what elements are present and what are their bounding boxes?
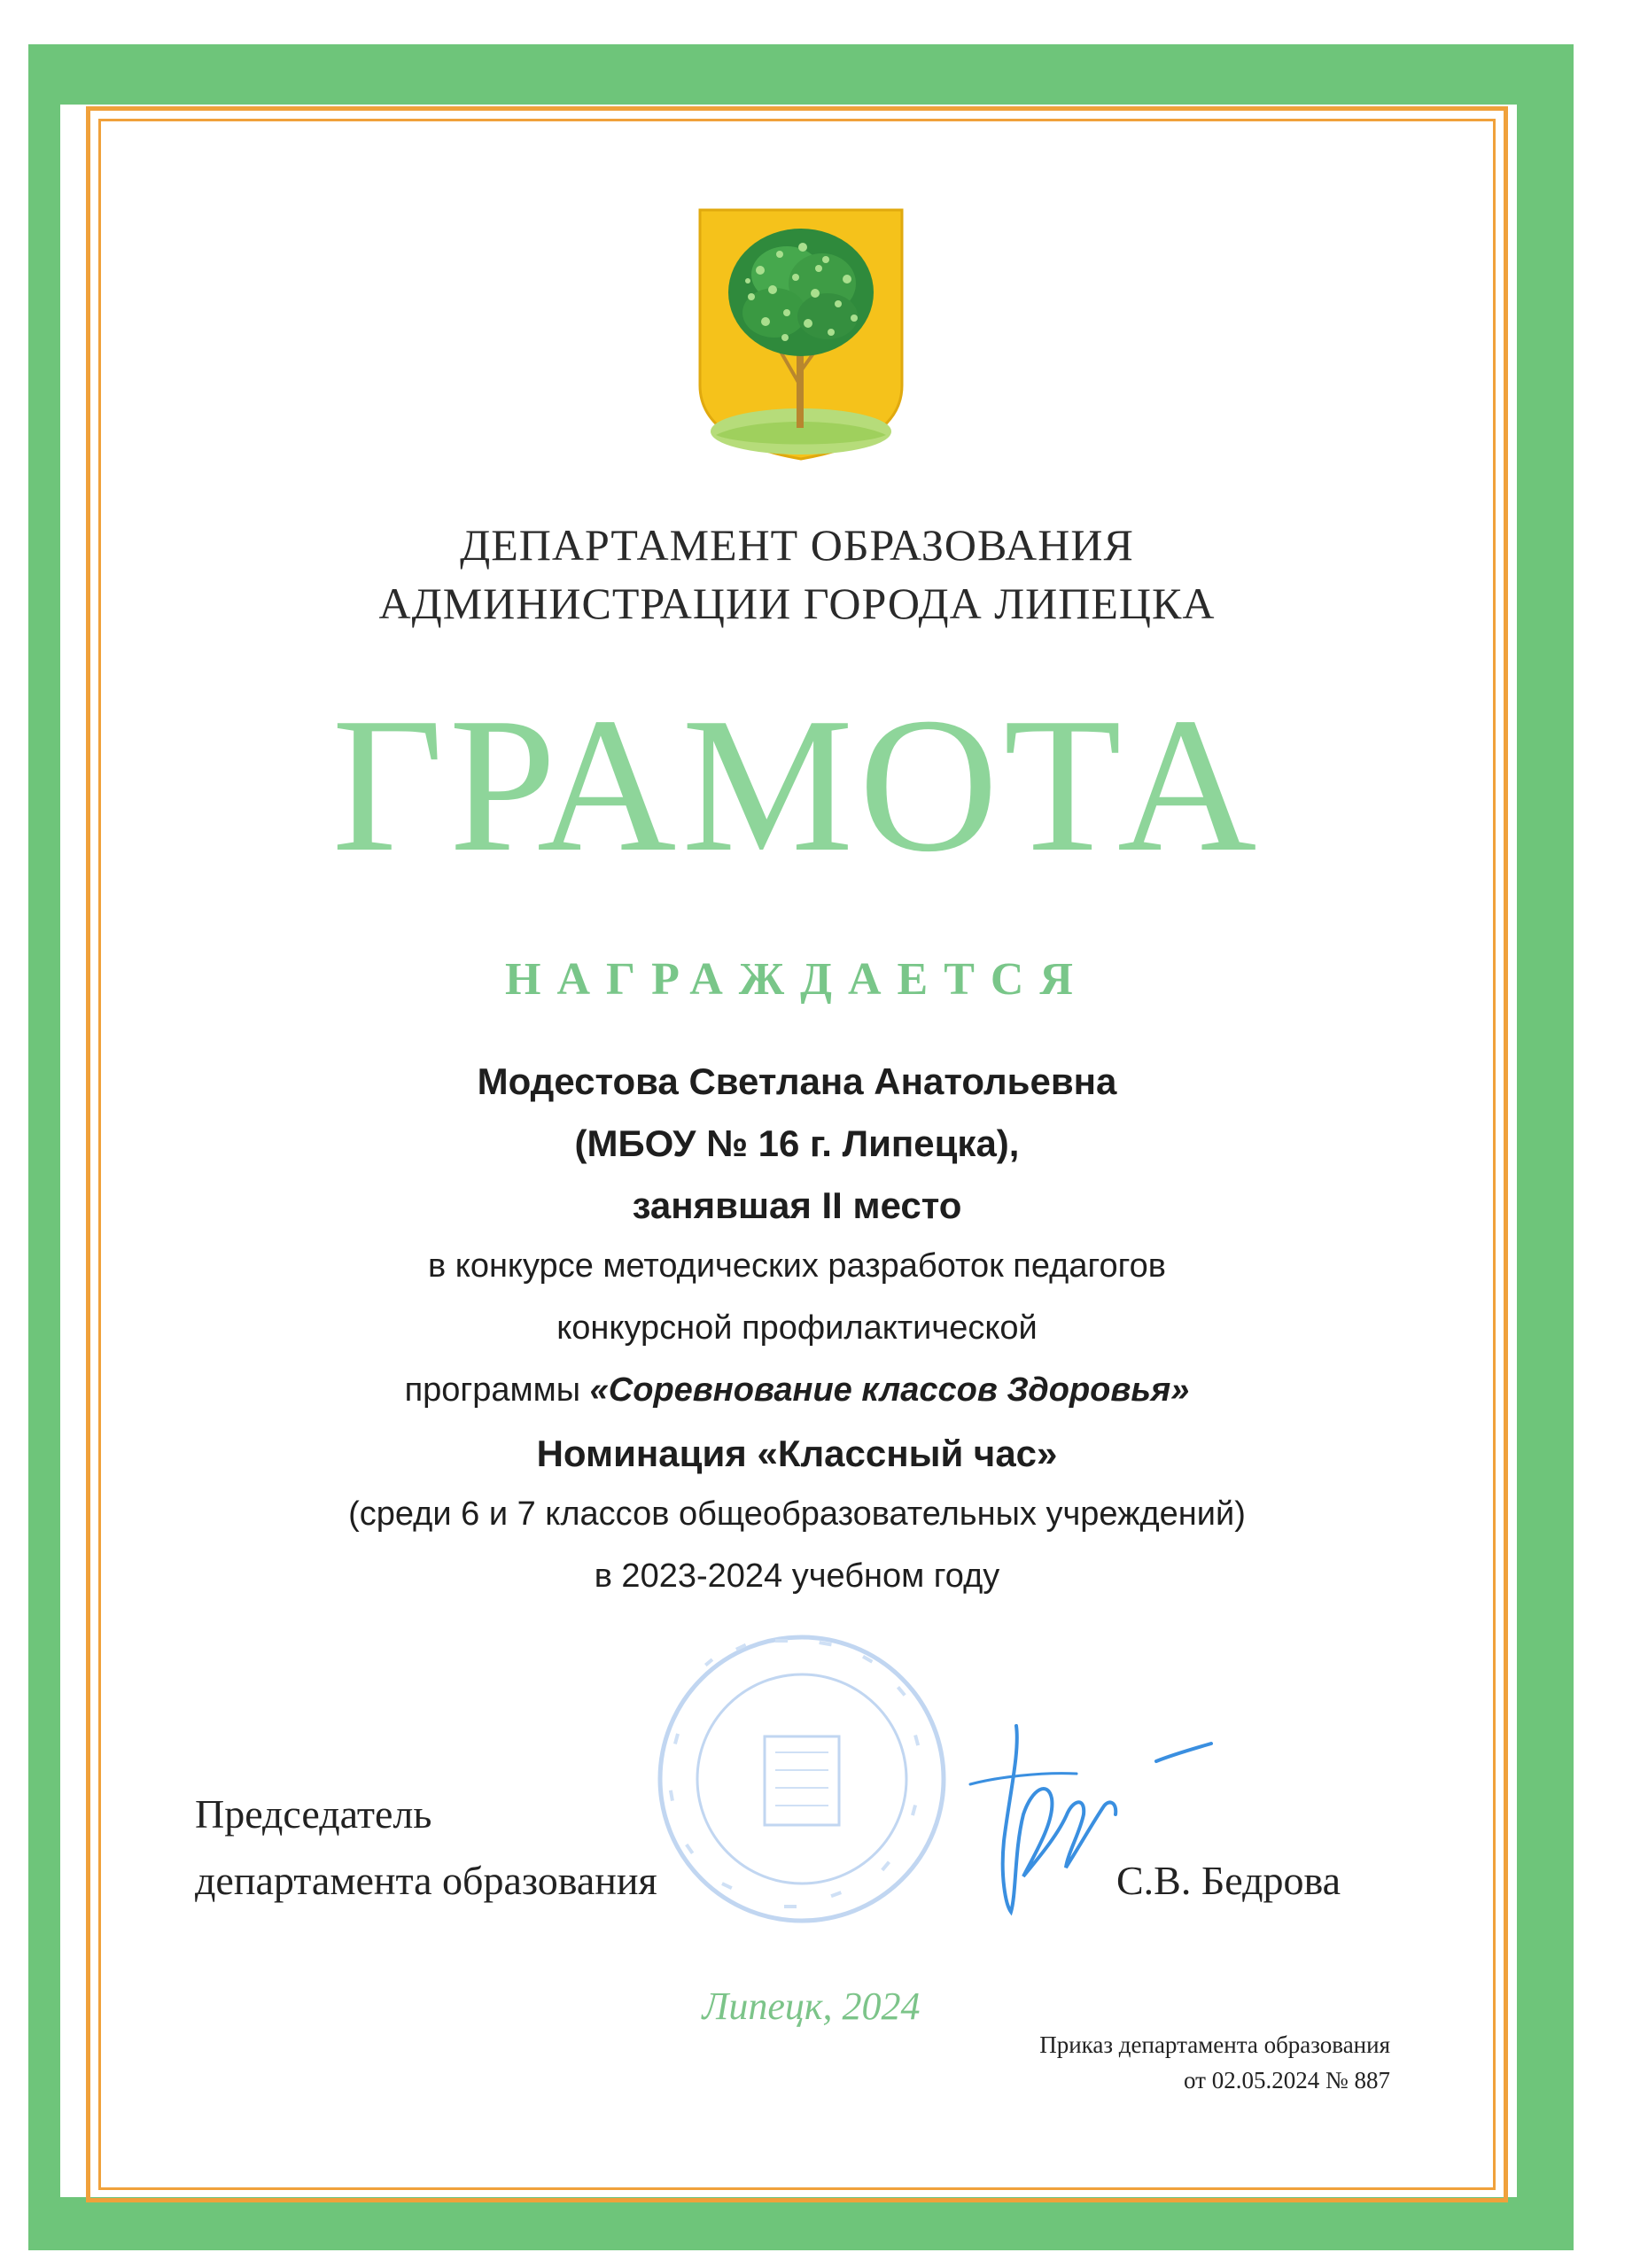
department-line-2: АДМИНИСТРАЦИИ ГОРОДА ЛИПЕЦКА	[378, 579, 1216, 628]
recipient-name: Модестова Светлана Анатольевна	[477, 1060, 1117, 1102]
certificate-title: ГРАМОТА	[331, 679, 1263, 892]
order-reference-line-2: от 02.05.2024 № 887	[1184, 2067, 1390, 2093]
official-stamp-icon	[651, 1628, 952, 1930]
lipetsk-coat-of-arms-icon	[698, 208, 904, 461]
awarded-label: НАГРАЖДАЕТСЯ	[505, 954, 1089, 1005]
contest-line-1: в конкурсе методических разработок педагогов	[428, 1247, 1166, 1285]
contest-program-prefix: программы	[404, 1371, 590, 1409]
contest-line-2: конкурсной профилактической	[556, 1309, 1038, 1347]
signer-name: С.В. Бедрова	[1116, 1858, 1341, 1903]
contest-program-name: «Соревнование классов Здоровья»	[589, 1371, 1190, 1409]
academic-year: в 2023-2024 учебном году	[594, 1557, 1000, 1595]
chairman-title-line-2: департамента образования	[195, 1858, 657, 1903]
certificate-content	[102, 122, 1492, 2186]
city-year: Липецк, 2024	[702, 1984, 921, 2028]
award-text	[102, 1060, 1492, 1621]
place-awarded: занявшая II место	[632, 1184, 962, 1226]
chairman-title-line-1: Председатель	[195, 1791, 432, 1837]
contest-scope: (среди 6 и 7 классов общеобразовательных учреждений)	[348, 1495, 1246, 1533]
order-reference-line-1: Приказ департамента образования	[1039, 2031, 1390, 2058]
nomination: Номинация «Классный час»	[536, 1433, 1058, 1474]
recipient-organization: (МБОУ № 16 г. Липецка),	[574, 1122, 1020, 1164]
department-line-1: ДЕПАРТАМЕНТ ОБРАЗОВАНИЯ	[460, 520, 1134, 570]
contest-line-3	[102, 1373, 1492, 1435]
